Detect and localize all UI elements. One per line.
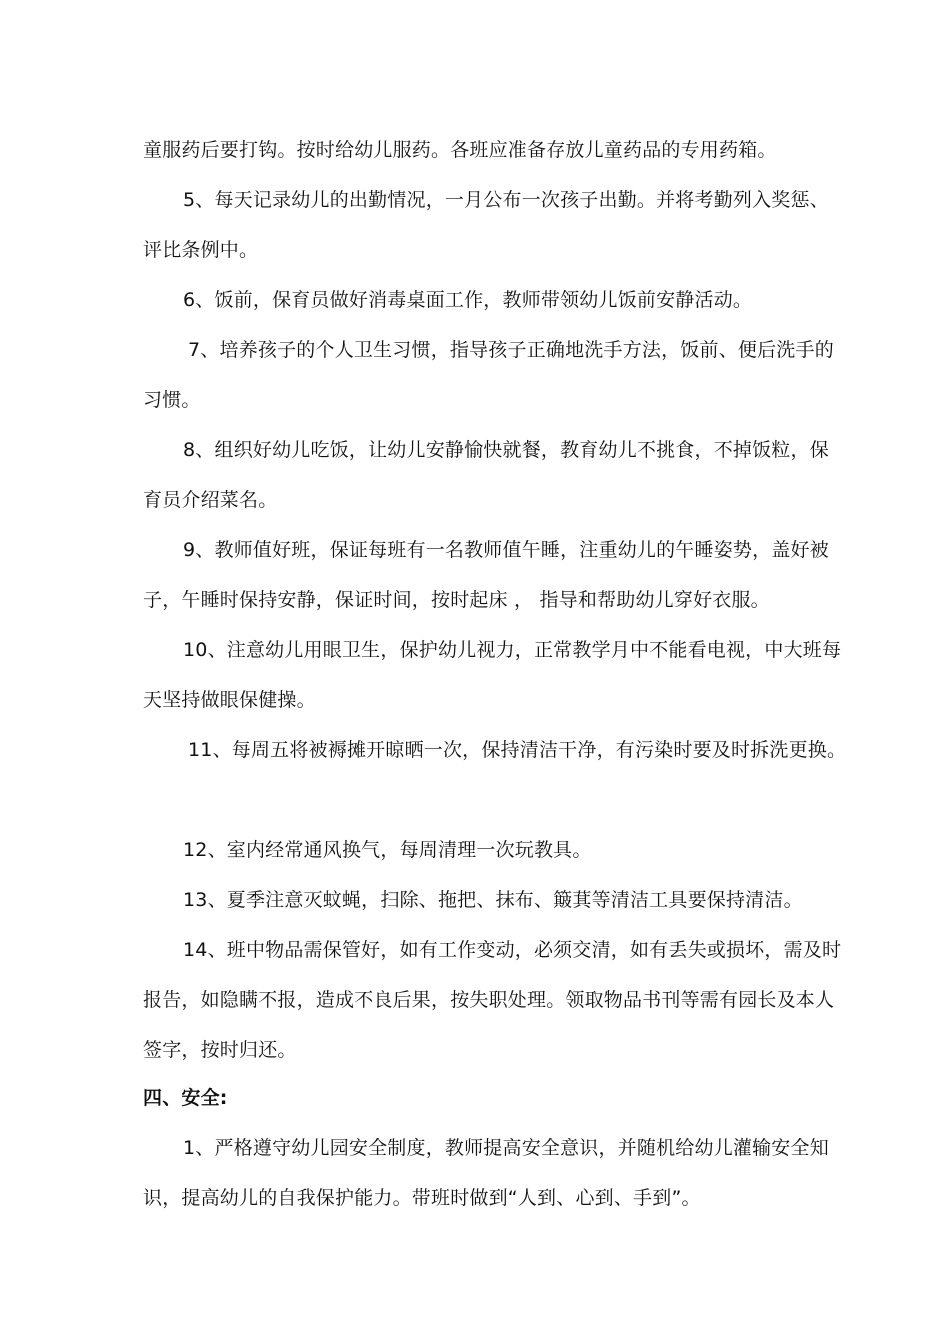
paragraph-line: 6、饭前，保育员做好消毒桌面工作，教师带领幼儿饭前安静活动。 bbox=[183, 289, 753, 311]
paragraph-line: 14、班中物品需保管好，如有工作变动，必须交清，如有丢失或损坏，需及时 bbox=[183, 939, 842, 961]
paragraph-line: 8、组织好幼儿吃饭，让幼儿安静愉快就餐，教育幼儿不挑食，不掉饭粒，保 bbox=[183, 439, 829, 461]
section-heading: 四、安全: bbox=[143, 1087, 228, 1109]
paragraph-line: 天坚持做眼保健操。 bbox=[143, 689, 316, 711]
paragraph-line: 签字，按时归还。 bbox=[143, 1039, 297, 1061]
paragraph-line: 习惯。 bbox=[143, 389, 201, 411]
paragraph-line: 9、教师值好班，保证每班有一名教师值午睡，注重幼儿的午睡姿势，盖好被 bbox=[183, 539, 829, 561]
paragraph-line: 报告，如隐瞒不报，造成不良后果，按失职处理。领取物品书刊等需有园长及本人 bbox=[143, 989, 835, 1011]
paragraph-line: 童服药后要打钩。按时给幼儿服药。各班应准备存放儿童药品的专用药箱。 bbox=[143, 139, 777, 161]
paragraph-line: 1、严格遵守幼儿园安全制度，教师提高安全意识，并随机给幼儿灌输安全知 bbox=[183, 1137, 829, 1159]
paragraph-line: 育员介绍菜名。 bbox=[143, 489, 278, 511]
paragraph-line: 13、夏季注意灭蚊蝇，扫除、拖把、抹布、簸萁等清洁工具要保持清洁。 bbox=[183, 889, 803, 911]
paragraph-line: 识，提高幼儿的自我保护能力。带班时做到“人到、心到、手到”。 bbox=[143, 1187, 701, 1209]
paragraph-line: 7、培养孩子的个人卫生习惯，指导孩子正确地洗手方法，饭前、便后洗手的 bbox=[188, 339, 834, 361]
paragraph-line: 11、每周五将被褥摊开晾晒一次，保持清洁干净，有污染时要及时拆洗更换。 bbox=[188, 739, 847, 761]
paragraph-line: 12、室内经常通风换气，每周清理一次玩教具。 bbox=[183, 839, 592, 861]
paragraph-line: 子，午睡时保持安静，保证时间，按时起床 ， 指导和帮助幼儿穿好衣服。 bbox=[143, 589, 770, 611]
paragraph-line: 5、每天记录幼儿的出勤情况，一月公布一次孩子出勤。并将考勤列入奖惩、 bbox=[183, 189, 829, 211]
paragraph-line: 10、注意幼儿用眼卫生，保护幼儿视力，正常教学月中不能看电视，中大班每 bbox=[183, 639, 842, 661]
paragraph-line: 评比条例中。 bbox=[143, 239, 259, 261]
